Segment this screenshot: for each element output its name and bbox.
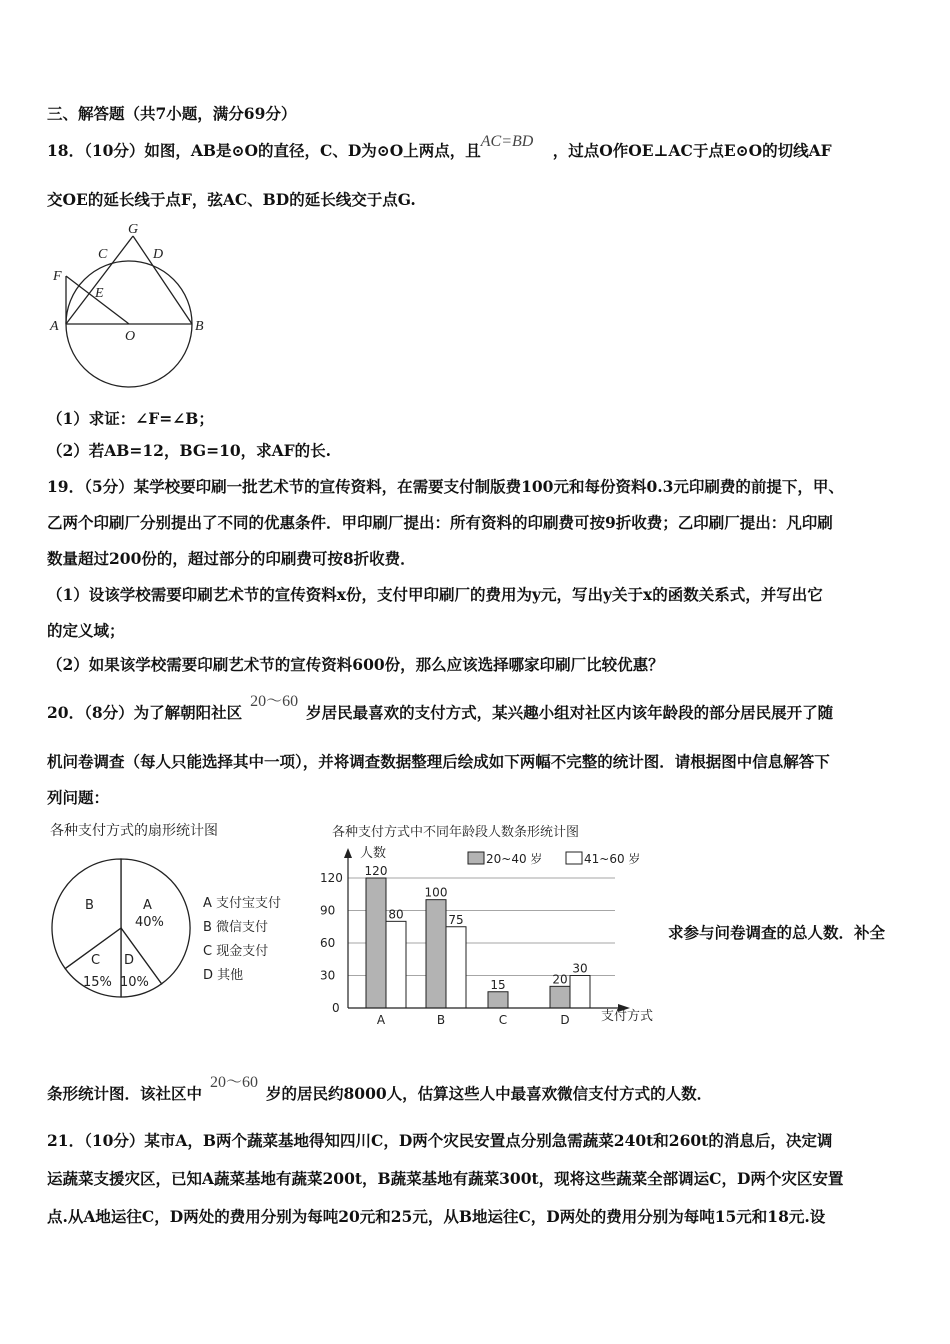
legend-swatch-41-60 xyxy=(566,852,582,864)
pie-label-c: C xyxy=(91,953,101,968)
bar-b-series1 xyxy=(426,900,446,1008)
q18-line1-pre: 18．（10分）如图，AB是⊙O的直径，C、D为⊙O上两点，且 xyxy=(47,141,481,160)
y-tick-label: 60 xyxy=(320,936,336,950)
pie-legend-c: C 现金支付 xyxy=(203,944,269,959)
bar-a-series1 xyxy=(366,878,386,1008)
label-g: G xyxy=(128,222,139,237)
y-tick-label: 90 xyxy=(320,903,336,918)
label-b: B xyxy=(195,319,204,334)
bar-value-label: 30 xyxy=(572,961,588,976)
q20-line4-post: 岁的居民约8000人，估算这些人中最喜欢微信支付方式的人数． xyxy=(266,1084,713,1103)
label-f: F xyxy=(53,269,62,284)
legend-20-40: 20~40 岁 xyxy=(486,852,543,866)
q20-side-text: 求参与问卷调查的总人数．补全 xyxy=(668,923,886,942)
x-tick-label-c: C xyxy=(498,1013,508,1027)
label-d: D xyxy=(153,247,164,262)
bar-a-series2 xyxy=(386,921,406,1008)
q19-line1: 19．（5分）某学校要印刷一批艺术节的宣传资料，在需要支付制版费100元和每份资料0.3元印刷费的前提下，甲、 xyxy=(47,477,844,496)
q19-line2: 乙两个印刷厂分别提出了不同的优惠条件．甲印刷厂提出：所有资料的印刷费可按9折收费；乙印刷厂提出：凡印刷 xyxy=(47,513,833,532)
q19-part2: （2）如果该学校需要印刷艺术节的宣传资料600份，那么应该选择哪家印刷厂比较优惠？ xyxy=(47,655,664,674)
bar-c-series1 xyxy=(488,992,508,1008)
pie-pct-c: 15% xyxy=(83,975,112,990)
pie-legend-b: B 微信支付 xyxy=(203,920,269,935)
pie-title: 各种支付方式的扇形统计图 xyxy=(50,823,218,839)
q19-line3: 数量超过200份的，超过部分的印刷费可按8折收费． xyxy=(47,549,416,568)
pie-label-a: A xyxy=(143,898,152,913)
x-tick-label-a: A xyxy=(376,1013,386,1027)
pie-chart xyxy=(45,818,305,1003)
pie-label-b: B xyxy=(85,898,94,913)
pie-legend-d: D 其他 xyxy=(203,968,244,983)
q18-part2: （2）若AB=12，BG=10，求AF的长. xyxy=(47,441,332,460)
bar-ylabel: 人数 xyxy=(360,846,387,861)
q19-part1-a: （1）设该学校需要印刷艺术节的宣传资料x份，支付甲印刷厂的费用为y元，写出y关于x的函数关系式，并写出它 xyxy=(47,585,823,604)
label-a: A xyxy=(50,319,59,334)
circle-geometry-figure xyxy=(45,220,220,395)
bar-title: 各种支付方式中不同年龄段人数条形统计图 xyxy=(332,825,580,840)
bar-value-label: 75 xyxy=(448,912,464,927)
bar-chart xyxy=(318,818,668,1033)
pie-label-d: D xyxy=(124,953,135,968)
bar-value-label: 120 xyxy=(364,864,388,878)
q20-line4-pre: 条形统计图．该社区中 xyxy=(47,1084,203,1103)
label-c: C xyxy=(98,247,108,262)
y-tick-label: 0 xyxy=(332,1001,340,1015)
q21-line1: 21．（10分）某市A，B两个蔬菜基地得知四川C，D两个灾民安置点分别急需蔬菜240t和260t的消息后，决定调 xyxy=(47,1131,833,1150)
y-tick-label: 120 xyxy=(320,871,343,885)
q21-line2: 运蔬菜支援灾区，已知A蔬菜基地有蔬菜200t，B蔬菜基地有蔬菜300t，现将这些蔬菜全部调运C，D两个灾区安置 xyxy=(47,1169,844,1188)
q20-line1 xyxy=(47,693,834,724)
y-axis-arrow xyxy=(344,848,352,858)
legend-swatch-20-40 xyxy=(468,852,484,864)
bar-b-series2 xyxy=(446,927,466,1008)
label-o: O xyxy=(125,329,136,344)
pie-legend-a: A 支付宝支付 xyxy=(203,896,282,911)
bar-xlabel: 支付方式 xyxy=(601,1009,654,1024)
bar-value-label: 20 xyxy=(552,972,568,987)
legend-41-60: 41~60 岁 xyxy=(584,852,641,866)
age-range-2: 20～60 xyxy=(210,1074,259,1091)
bar-d-series1 xyxy=(550,986,570,1008)
q21-line3: 点.从A地运往C，D两处的费用分别为每吨20元和25元，从B地运往C，D两处的费用分别为每吨15元和18元.设 xyxy=(47,1207,826,1226)
q20-line1-post: 岁居民最喜欢的支付方式，某兴趣小组对社区内该年龄段的部分居民展开了随 xyxy=(306,703,834,722)
bar-value-label: 15 xyxy=(490,977,506,992)
y-tick-label: 30 xyxy=(320,968,336,983)
q20-line3: 列问题： xyxy=(47,788,110,807)
arc-formula: AC=BD xyxy=(480,133,534,150)
pie-pct-d: 10% xyxy=(120,975,149,990)
q19-part1-b: 的定义域； xyxy=(47,621,125,640)
q18-line1-post: ，过点O作OE⊥AC于点E⊙O的切线AF xyxy=(552,141,832,160)
bar-value-label: 80 xyxy=(388,907,404,922)
q18-line2: 交OE的延长线于点F，弦AC、BD的延长线交于点G. xyxy=(47,190,416,209)
q20-line4 xyxy=(47,1074,713,1105)
age-range: 20～60 xyxy=(250,693,299,710)
q20-line2: 机问卷调查（每人只能选择其中一项），并将调查数据整理后绘成如下两幅不完整的统计图．请根据图中信息解答下 xyxy=(47,752,830,771)
q18-part1: （1）求证：∠F=∠B； xyxy=(47,409,214,428)
label-e: E xyxy=(95,286,104,301)
x-tick-label-b: B xyxy=(436,1013,446,1027)
bar-value-label: 100 xyxy=(424,885,448,900)
q18-line1 xyxy=(47,133,832,162)
x-tick-label-d: D xyxy=(560,1013,570,1027)
bar-d-series2 xyxy=(570,976,590,1009)
pie-pct-a: 40% xyxy=(135,915,164,930)
q20-line1-pre: 20．（8分）为了解朝阳社区 xyxy=(47,703,243,722)
section-heading: 三、解答题（共7小题，满分69分） xyxy=(47,104,297,123)
